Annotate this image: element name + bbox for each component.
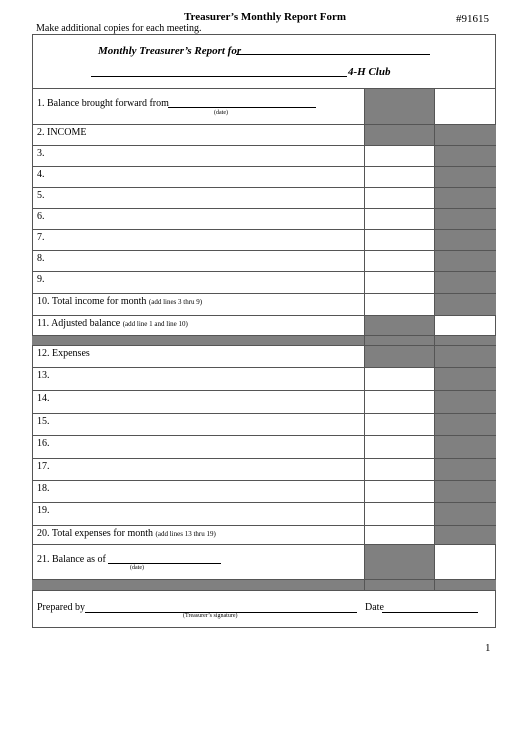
amount-cell (364, 89, 434, 124)
row-income-header (32, 124, 496, 145)
amount-cell (364, 545, 434, 579)
row-expense-line (32, 502, 496, 525)
row-label: 13. (37, 370, 50, 381)
report-heading-label: Monthly Treasurer’s Report for (98, 45, 242, 57)
prepared-by-label: Prepared by (37, 602, 86, 613)
row-label: 2. INCOME (37, 127, 87, 138)
row-label: 9. (37, 274, 45, 285)
row-total-expenses (32, 525, 496, 544)
row-label: 15. (37, 416, 50, 427)
date-caption: (date) (130, 565, 144, 571)
total-cell (434, 167, 496, 187)
row-label: 11. Adjusted balance (37, 318, 121, 329)
balance-as-of-date-field[interactable] (108, 553, 221, 564)
row-income-line (32, 145, 496, 166)
amount-cell[interactable] (364, 503, 434, 525)
row-label: 20. Total expenses for month (37, 528, 154, 539)
row-label: 10. Total income for month (37, 296, 147, 307)
row-income-line (32, 208, 496, 229)
row-label: 8. (37, 253, 45, 264)
footer-row (32, 590, 496, 628)
amount-cell[interactable] (364, 526, 434, 544)
month-field[interactable] (236, 44, 430, 55)
row-expense-line (32, 390, 496, 413)
total-cell (434, 146, 496, 166)
instruction-text: Make additional copies for each meeting. (36, 23, 202, 34)
amount-cell[interactable] (364, 272, 434, 293)
separator-divider (364, 336, 434, 345)
amount-cell[interactable] (364, 146, 434, 166)
total-cell (434, 391, 496, 413)
separator-divider (434, 580, 496, 590)
amount-cell[interactable] (364, 459, 434, 480)
row-income-line (32, 250, 496, 271)
row-note: (add line 1 and line 10) (122, 320, 188, 328)
total-cell[interactable] (434, 545, 496, 579)
date-caption: (date) (214, 110, 228, 116)
row-income-line (32, 271, 496, 293)
row-expenses-header (32, 345, 496, 367)
total-cell (434, 526, 496, 544)
total-cell (434, 436, 496, 458)
amount-cell[interactable] (364, 414, 434, 435)
row-label: 3. (37, 148, 45, 159)
row-note: (add lines 3 thru 9) (148, 298, 203, 306)
date-label: Date (365, 602, 384, 613)
row-label: 5. (37, 190, 45, 201)
section-separator (32, 579, 496, 590)
club-suffix-label: 4-H Club (348, 66, 391, 78)
total-cell (434, 414, 496, 435)
row-income-line (32, 166, 496, 187)
row-total-income (32, 293, 496, 315)
row-label: 6. (37, 211, 45, 222)
total-cell (434, 188, 496, 208)
amount-cell[interactable] (364, 251, 434, 271)
row-expense-line (32, 458, 496, 480)
amount-cell[interactable] (364, 294, 434, 315)
row-label: 21. Balance as of (37, 554, 106, 565)
row-label: 1. Balance brought forward from (37, 98, 169, 109)
form-title: Treasurer’s Monthly Report Form (183, 11, 346, 23)
row-income-line (32, 187, 496, 208)
row-expense-line (32, 480, 496, 502)
amount-cell[interactable] (364, 188, 434, 208)
total-cell[interactable] (434, 316, 496, 335)
club-name-field[interactable] (91, 66, 347, 77)
row-label: 7. (37, 232, 45, 243)
total-cell (434, 346, 496, 367)
total-cell (434, 481, 496, 502)
row-expense-line (32, 367, 496, 390)
total-cell (434, 459, 496, 480)
row-adjusted-balance (32, 315, 496, 335)
signature-field[interactable] (85, 601, 357, 613)
total-cell (434, 209, 496, 229)
page-number: 1 (485, 642, 491, 654)
row-note: (add lines 13 thru 19) (155, 530, 216, 538)
amount-cell (364, 125, 434, 145)
row-label: 17. (37, 461, 50, 472)
amount-cell[interactable] (364, 368, 434, 390)
separator-divider (434, 336, 496, 345)
row-label: 16. (37, 438, 50, 449)
amount-cell[interactable] (364, 481, 434, 502)
amount-cell[interactable] (364, 230, 434, 250)
total-cell (434, 503, 496, 525)
total-cell (434, 272, 496, 293)
separator-divider (364, 580, 434, 590)
row-label: 18. (37, 483, 50, 494)
total-cell (434, 251, 496, 271)
amount-cell[interactable] (364, 167, 434, 187)
row-ending-balance (32, 544, 496, 579)
row-expense-line (32, 435, 496, 458)
footer-date-field[interactable] (382, 601, 478, 613)
amount-cell[interactable] (364, 391, 434, 413)
row-balance-forward (32, 88, 496, 124)
total-cell (434, 368, 496, 390)
row-label: 12. Expenses (37, 348, 90, 359)
balance-forward-date-field[interactable] (168, 97, 316, 108)
row-expense-line (32, 413, 496, 435)
total-cell[interactable] (434, 89, 496, 124)
amount-cell (364, 316, 434, 335)
amount-cell[interactable] (364, 436, 434, 458)
row-label: 14. (37, 393, 50, 404)
row-label: 19. (37, 505, 50, 516)
row-income-line (32, 229, 496, 250)
amount-cell[interactable] (364, 209, 434, 229)
section-separator (32, 335, 496, 345)
signature-caption: (Treasurer’s signature) (183, 613, 238, 619)
total-cell (434, 125, 496, 145)
total-cell (434, 230, 496, 250)
amount-cell (364, 346, 434, 367)
row-label: 4. (37, 169, 45, 180)
form-number: #91615 (456, 13, 489, 25)
total-cell (434, 294, 496, 315)
